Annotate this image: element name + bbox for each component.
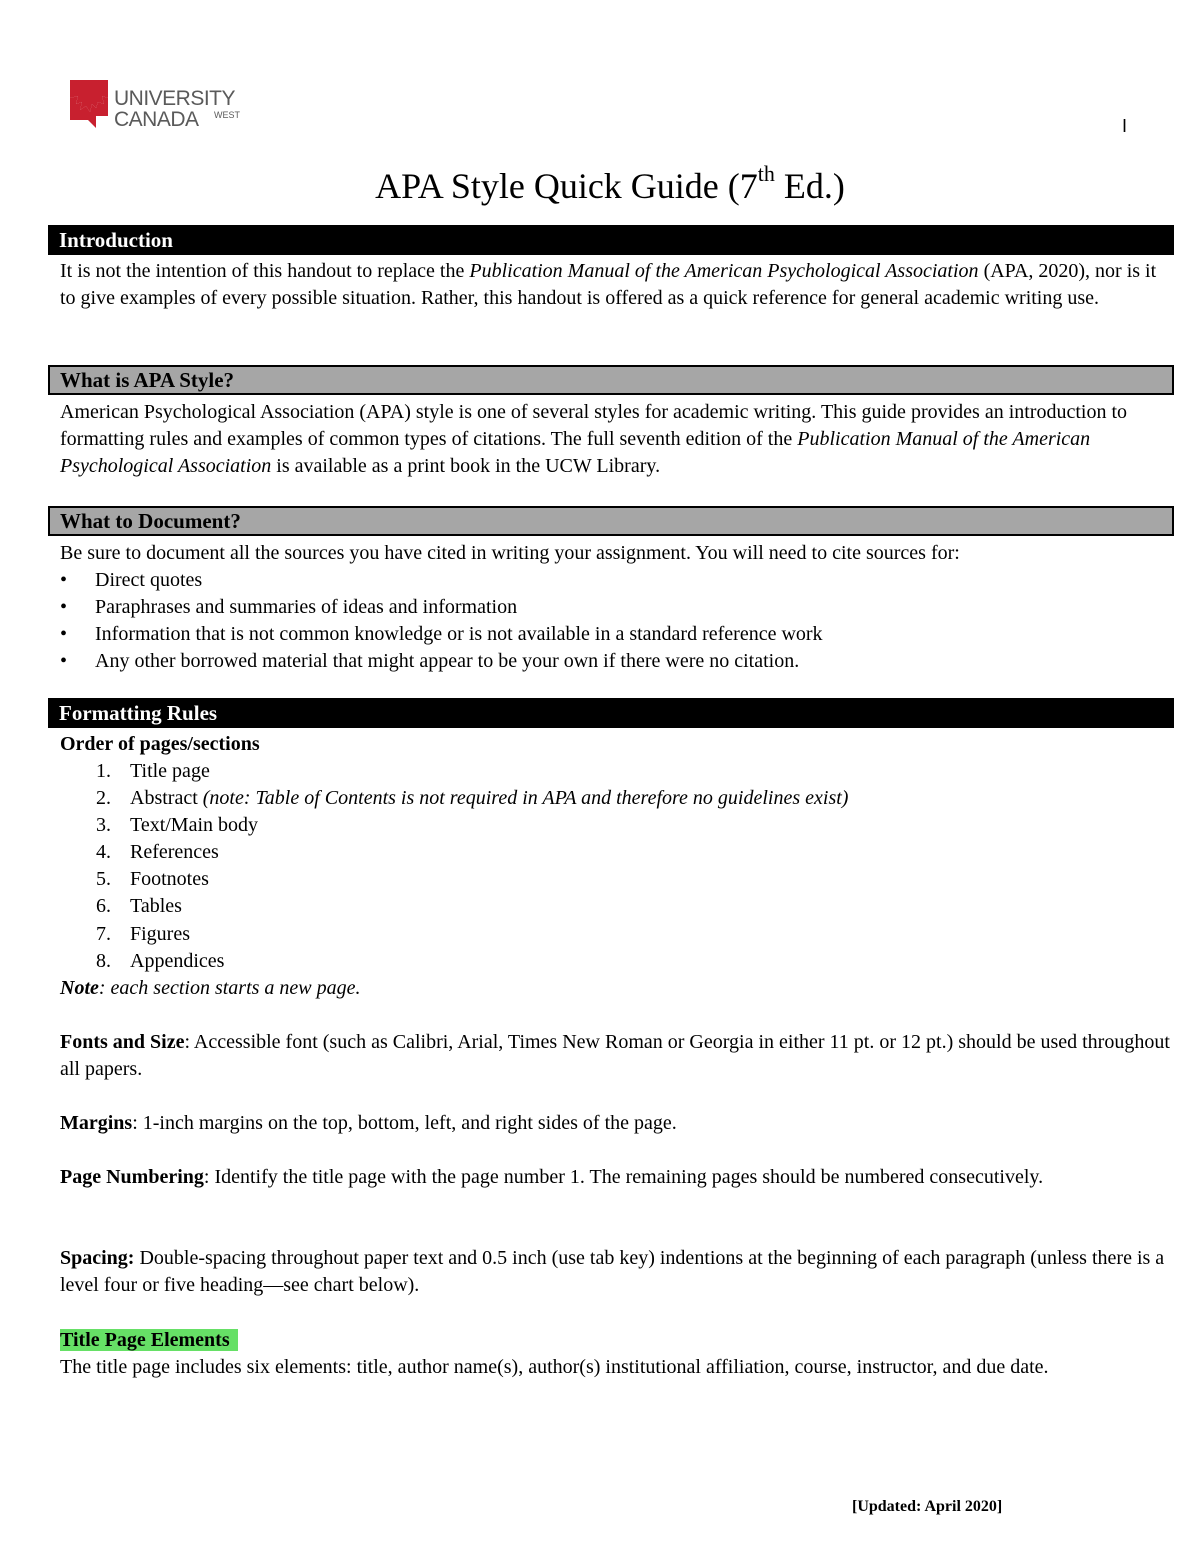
university-logo	[68, 76, 258, 132]
introduction-paragraph	[60, 258, 1170, 312]
apa-text-italic: Publication Manual of the American Psychological Association	[60, 428, 1091, 477]
note-text: : each section starts a new page.	[98, 977, 361, 999]
list-item	[92, 893, 1152, 920]
order-note	[60, 975, 1170, 1002]
list-item-text: References	[130, 841, 219, 864]
list-item-text: Abstract	[130, 787, 203, 810]
list-item	[60, 567, 1160, 594]
list-number: 5.	[96, 868, 111, 891]
fonts-paragraph	[60, 1029, 1170, 1083]
list-number: 3.	[96, 814, 111, 837]
list-number: 2.	[96, 787, 111, 810]
list-item-text: Paraphrases and summaries of ideas and information	[95, 596, 518, 618]
apa-text-a: American Psychological Association (APA) style is one of several styles for academic writing. This guide provides an introduction to formatting rules and examples of common types of citations. The full seventh edition of the	[60, 401, 1128, 450]
list-number: 8.	[96, 949, 111, 972]
title-superscript: th	[757, 161, 775, 186]
bullet-icon: •	[60, 596, 68, 618]
margins-paragraph	[60, 1110, 1170, 1137]
list-item	[92, 948, 1152, 975]
order-heading: Order of pages/sections	[60, 733, 260, 755]
maple-leaf-logo-icon	[68, 76, 114, 132]
page-number: I	[1122, 116, 1128, 136]
list-number: 6.	[96, 895, 111, 918]
spacing-paragraph	[60, 1245, 1170, 1299]
list-item	[92, 839, 1152, 866]
list-item-text: Figures	[130, 922, 190, 945]
list-item	[60, 621, 1160, 648]
list-item	[92, 812, 1152, 839]
bullet-icon: •	[60, 650, 68, 672]
list-item-text: Information that is not common knowledge or is not available in a standard reference work	[95, 623, 823, 645]
list-item	[92, 921, 1152, 948]
list-item-text: Text/Main body	[130, 814, 259, 837]
section-heading-introduction: Introduction	[48, 225, 1174, 255]
margins-text: : 1-inch margins on the top, bottom, left, and right sides of the page.	[132, 1112, 677, 1134]
list-item-text: Title page	[130, 760, 210, 782]
list-item-text: Footnotes	[130, 868, 209, 891]
spacing-label: Spacing:	[60, 1247, 135, 1269]
bullet-icon: •	[60, 623, 68, 645]
list-number: 4.	[96, 841, 111, 864]
updated-date: [Updated: April 2020]	[852, 1498, 1003, 1515]
numbering-text: : Identify the title page with the page number 1. The remaining pages should be numbered consecutively.	[203, 1166, 1044, 1188]
page-numbering-paragraph	[60, 1164, 1170, 1191]
spacing-text: Double-spacing throughout paper text and 0.5 inch (use tab key) indentions at the beginning of each paragraph (unless there is a level four or five heading—see chart below).	[60, 1247, 1165, 1296]
what-is-apa-paragraph	[60, 399, 1170, 480]
list-item	[92, 866, 1152, 893]
page-title	[0, 156, 1200, 208]
list-item-text: Appendices	[130, 949, 225, 972]
list-item-text: Any other borrowed material that might appear to be your own if there were no citation.	[95, 650, 800, 672]
numbering-label: Page Numbering	[60, 1166, 204, 1188]
note-label: Note	[60, 977, 99, 999]
title-tail: Ed.)	[774, 166, 845, 206]
title-page-heading: Title Page Elements	[60, 1329, 238, 1351]
title-page-paragraph: The title page includes six elements: title, author name(s), author(s) institutional affiliation, course, instructor, and due date.	[60, 1356, 1049, 1378]
list-item-text: Tables	[130, 895, 182, 918]
fonts-text: : Accessible font (such as Calibri, Arial, Times New Roman or Georgia in either 11 pt. or 12 pt.) should be used throughout all papers.	[60, 1031, 1170, 1080]
title-page-heading-line	[60, 1327, 1170, 1354]
fonts-label: Fonts and Size	[60, 1031, 185, 1053]
logo-line-3: WEST	[214, 110, 240, 120]
margins-label: Margins	[60, 1112, 133, 1134]
section-heading-what-is-apa: What is APA Style?	[48, 365, 1174, 395]
intro-text-italic: Publication Manual of the American Psychological Association	[469, 260, 979, 282]
list-item-text: Direct quotes	[95, 569, 203, 591]
order-list	[92, 758, 1152, 975]
list-item-note: (note: Table of Contents is not required in APA and therefore no guidelines exist)	[202, 787, 849, 810]
apa-text-b: is available as a print book in the UCW Library.	[271, 455, 661, 477]
logo-line-1: UNIVERSITY	[114, 87, 236, 110]
list-item	[60, 594, 1160, 621]
document-bullet-list	[60, 567, 1160, 675]
list-item	[92, 785, 1152, 812]
section-heading-what-to-document: What to Document?	[48, 506, 1174, 536]
list-item	[60, 648, 1160, 675]
intro-text-b: (APA, 2020), nor is it to give examples of every possible situation. Rather, this handout is offered as a quick reference for general academic writing use.	[60, 260, 1157, 309]
list-number: 1.	[96, 760, 111, 782]
bullet-icon: •	[60, 569, 68, 591]
what-to-document-intro: Be sure to document all the sources you have cited in writing your assignment. You will need to cite sources for:	[60, 542, 960, 564]
list-item	[92, 758, 1152, 785]
intro-text-a: It is not the intention of this handout to replace the	[60, 260, 470, 282]
list-number: 7.	[96, 922, 111, 945]
title-main: APA Style Quick Guide (7	[375, 166, 758, 206]
logo-line-2: CANADA	[114, 108, 199, 131]
section-heading-formatting-rules: Formatting Rules	[48, 698, 1174, 728]
